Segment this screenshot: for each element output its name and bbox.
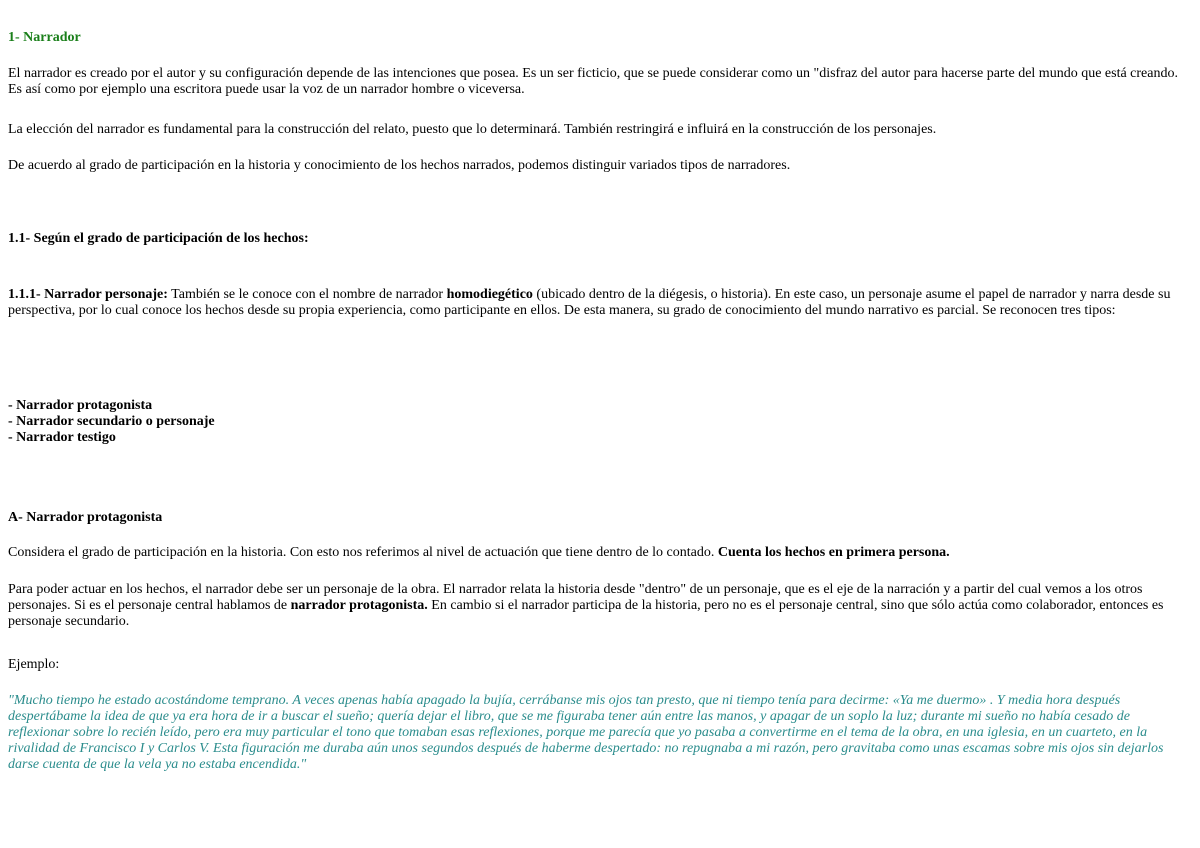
paragraph-4-lead: 1.1.1- Narrador personaje:	[8, 287, 168, 302]
subheading-1-1	[8, 231, 1192, 247]
narrator-types-list	[8, 398, 1192, 446]
example-quote	[8, 693, 1192, 773]
subheading-1-1-text: 1.1- Según el grado de participación de los hechos:	[8, 231, 309, 246]
paragraph-actuar	[8, 582, 1192, 630]
example-label	[8, 657, 1192, 673]
paragraph-6-bold: narrador protagonista.	[290, 598, 428, 613]
paragraph-narrador-definition	[8, 66, 1192, 98]
paragraph-considera	[8, 545, 1192, 561]
paragraph-5-text: Considera el grado de participación en la historia. Con esto nos referimos al nivel de actuación que tiene dentro de lo contado.	[8, 545, 718, 560]
paragraph-6-text-b: En cambio si el narrador participa de la historia, pero no es el personaje central, sino que sólo actúa como colaborador, entonces es personaje secundario.	[8, 598, 1164, 629]
paragraph-4-text-a: También se le conoce con el nombre de narrador	[167, 287, 447, 302]
paragraph-narrador-personaje	[8, 287, 1192, 319]
paragraph-grado	[8, 158, 1192, 174]
paragraph-4	[8, 287, 1192, 319]
paragraph-1: El narrador es creado por el autor y su configuración depende de las intenciones que posea. Es un ser ficticio, que se puede considerar como un "disfraz del autor para hacerse parte del mundo que está creando. Es así como por ejemplo una escritora puede usar la voz de un narrador hombre o viceversa.	[8, 66, 1178, 97]
paragraph-2: La elección del narrador es fundamental para la construcción del relato, puesto que lo determinará. También restringirá e influirá en la construcción de los personajes.	[8, 122, 937, 137]
subheading-a-text: A- Narrador protagonista	[8, 510, 163, 525]
paragraph-6	[8, 582, 1192, 630]
list-item: - Narrador secundario o personaje	[8, 414, 215, 429]
subheading-a	[8, 510, 1192, 526]
paragraph-6-text-a: Para poder actuar en los hechos, el narrador debe ser un personaje de la obra. El narrador relata la historia desde "dentro" de un personaje, que es el eje de la narración y a partir del cual vemos a los otros personajes. Si es el personaje central hablamos de	[8, 582, 1143, 613]
paragraph-5	[8, 545, 1192, 561]
paragraph-5-bold: Cuenta los hechos en primera persona.	[717, 545, 950, 560]
paragraph-eleccion	[8, 122, 1192, 138]
paragraph-4-text-b: (ubicado dentro de la diégesis, o historia). En este caso, un personaje asume el papel de narrador y narra desde su perspectiva, por lo cual conoce los hechos desde su propia experiencia, como participante en ellos. De esta manera, su grado de conocimiento del mundo narrativo es parcial. Se reconocen tres tipos:	[8, 287, 1171, 318]
example-quote-text: "Mucho tiempo he estado acostándome temprano. A veces apenas había apagado la bujía, cerrábanse mis ojos tan presto, que ni tiempo tenía para decirme: «Ya me duermo» . Y media hora después despertábame la idea de que ya era hora de ir a buscar el sueño; quería dejar el libro, que se me figuraba tener aún entre las manos, y apagar de un soplo la luz; durante mi sueño no había cesado de reflexionar sobre lo recién leído, pero era muy particular el tono que tomaban esas reflexiones, porque me parecía que yo pasaba a convertirme en el tema de la obra, en una iglesia, en un cuarteto, en la rivalidad de Francisco I y Carlos V. Esta figuración me duraba aún unos segundos después de haberme despertado: no repugnaba a mi razón, pero gravitaba como unas escamas sobre mis ojos sin dejarlos darse cuenta de que la vela ya no estaba encendida."	[8, 693, 1164, 772]
paragraph-3: De acuerdo al grado de participación en la historia y conocimiento de los hechos narrados, podemos distinguir variados tipos de narradores.	[8, 158, 791, 173]
section-title: 1- Narrador	[8, 30, 81, 45]
example-label-text: Ejemplo:	[8, 657, 60, 672]
list-item: - Narrador protagonista	[8, 398, 153, 413]
list-item: - Narrador testigo	[8, 430, 116, 445]
paragraph-4-term: homodiegético	[446, 287, 533, 302]
